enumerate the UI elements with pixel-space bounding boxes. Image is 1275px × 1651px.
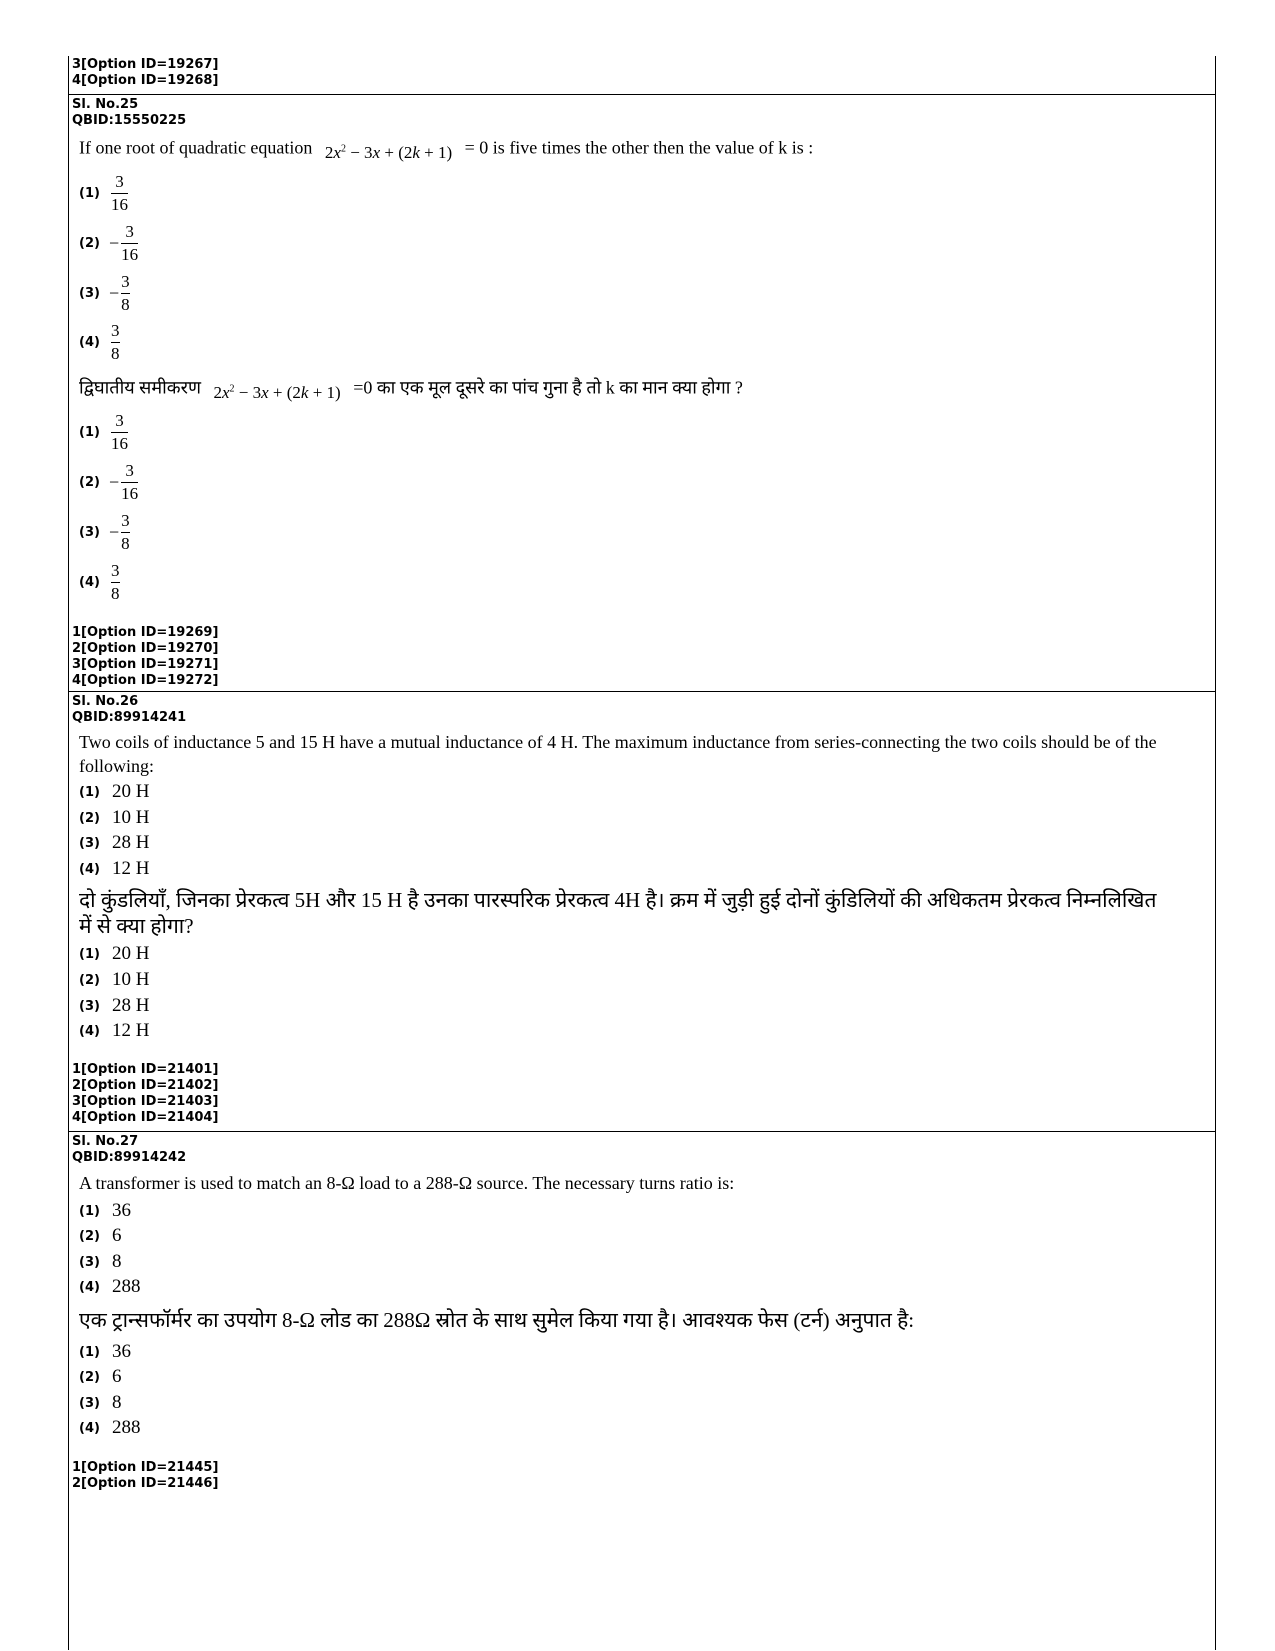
option-2: (2) − $\frac{3}{16}$ xyxy=(79,221,139,264)
question-bank-id: QBID:89914242 xyxy=(72,1150,187,1165)
question-text-english: Two coils of inductance 5 and 15 H have a mutual inductance of 4 H. The maximum inductance from series-connecting the two coils should be of the following: xyxy=(79,732,1157,776)
question-text-suffix: =0 का एक मूल दूसरे का पांच गुना है तो k का मान क्या होगा ? xyxy=(353,377,743,398)
option-1: (1) $\frac{3}{16}$ xyxy=(79,171,128,214)
option-4: (4) $\frac{3}{8}$ xyxy=(79,320,120,363)
option-2-hindi: (2) 6 xyxy=(79,1366,122,1387)
option-3-hindi: (3) 28 H xyxy=(79,995,150,1016)
fraction: $\frac{3}{16}$ xyxy=(111,171,128,214)
option-1-hindi: (1) 20 H xyxy=(79,943,150,964)
question-27 xyxy=(69,1131,1215,1651)
serial-number: Sl. No.25 xyxy=(72,97,139,112)
option-id: 4[Option ID=21404] xyxy=(72,1110,219,1125)
fraction: $\frac{3}{16}$ xyxy=(121,221,139,264)
question-text-prefix: If one root of quadratic equation xyxy=(79,137,313,158)
question-26 xyxy=(69,691,1215,1132)
option-3: (3) 8 xyxy=(79,1251,122,1272)
question-text-english: A transformer is used to match an 8-Ω load to a 288-Ω source. The necessary turns ratio is: xyxy=(79,1173,735,1193)
question-bank-id: QBID:15550225 xyxy=(72,113,187,128)
option-3: (3) − $\frac{3}{8}$ xyxy=(79,271,130,314)
option-3-hindi: (3) − $\frac{3}{8}$ xyxy=(79,510,130,553)
option-4: (4) 12 H xyxy=(79,858,150,879)
option-id: 2[Option ID=19270] xyxy=(72,641,219,656)
option-id: 1[Option ID=21445] xyxy=(72,1460,219,1475)
serial-number: Sl. No.26 xyxy=(72,694,139,709)
option-id: 3[Option ID=21403] xyxy=(72,1094,219,1109)
fraction: $\frac{3}{8}$ xyxy=(111,560,120,603)
fraction: $\frac{3}{8}$ xyxy=(121,271,130,314)
question-text-hindi xyxy=(79,373,743,401)
option-2-hindi: (2) 10 H xyxy=(79,969,150,990)
option-1: (1) 20 H xyxy=(79,781,150,802)
equation: $2x^2 - 3x + (2k + 1)$ xyxy=(213,382,341,402)
previous-question-tail xyxy=(69,56,1215,94)
option-4-hindi: (4) $\frac{3}{8}$ xyxy=(79,560,120,603)
option-id: 1[Option ID=21401] xyxy=(72,1062,219,1077)
question-paper-frame xyxy=(68,56,1216,1650)
option-id: 2[Option ID=21446] xyxy=(72,1476,219,1491)
question-text-prefix: द्विघातीय समीकरण xyxy=(79,377,201,398)
question-text-suffix: = 0 is five times the other then the value of k is : xyxy=(464,137,814,158)
question-text-english xyxy=(79,133,813,161)
question-text-hindi: दो कुंडलियाँ, जिनका प्रेरकत्व 5H और 15 H है उनका पारस्परिक प्रेरकत्व 4H है। क्रम में जुड़ी हुई दोनों कुंडिलियों की अधिकतम प्रेरकत्व निम्नलिखित में से क्या होगा? xyxy=(79,888,1157,938)
option-4-hindi: (4) 288 xyxy=(79,1417,141,1438)
option-2-hindi: (2) − $\frac{3}{16}$ xyxy=(79,460,139,503)
option-id: 4[Option ID=19268] xyxy=(72,73,219,88)
equation: $2x^2 - 3x + (2k + 1)$ xyxy=(324,142,453,162)
fraction: $\frac{3}{8}$ xyxy=(111,320,120,363)
serial-number: Sl. No.27 xyxy=(72,1134,139,1149)
option-id: 4[Option ID=19272] xyxy=(72,673,219,688)
option-4-hindi: (4) 12 H xyxy=(79,1020,150,1041)
option-id: 3[Option ID=19271] xyxy=(72,657,219,672)
option-id: 1[Option ID=19269] xyxy=(72,625,219,640)
fraction: $\frac{3}{16}$ xyxy=(111,410,128,453)
fraction: $\frac{3}{8}$ xyxy=(121,510,130,553)
fraction: $\frac{3}{16}$ xyxy=(121,460,139,503)
option-1: (1) 36 xyxy=(79,1200,131,1221)
question-25 xyxy=(69,94,1215,692)
option-1-hindi: (1) 36 xyxy=(79,1341,131,1362)
option-3-hindi: (3) 8 xyxy=(79,1392,122,1413)
option-2: (2) 10 H xyxy=(79,807,150,828)
option-id: 2[Option ID=21402] xyxy=(72,1078,219,1093)
option-1-hindi: (1) $\frac{3}{16}$ xyxy=(79,410,128,453)
question-bank-id: QBID:89914241 xyxy=(72,710,187,725)
option-2: (2) 6 xyxy=(79,1225,122,1246)
option-3: (3) 28 H xyxy=(79,832,150,853)
option-id: 3[Option ID=19267] xyxy=(72,57,219,72)
option-4: (4) 288 xyxy=(79,1276,141,1297)
question-text-hindi: एक ट्रान्सफॉर्मर का उपयोग 8-Ω लोड का 288Ω स्रोत के साथ सुमेल किया गया है। आवश्यक फेस (टर्न) अनुपात है: xyxy=(79,1308,915,1332)
